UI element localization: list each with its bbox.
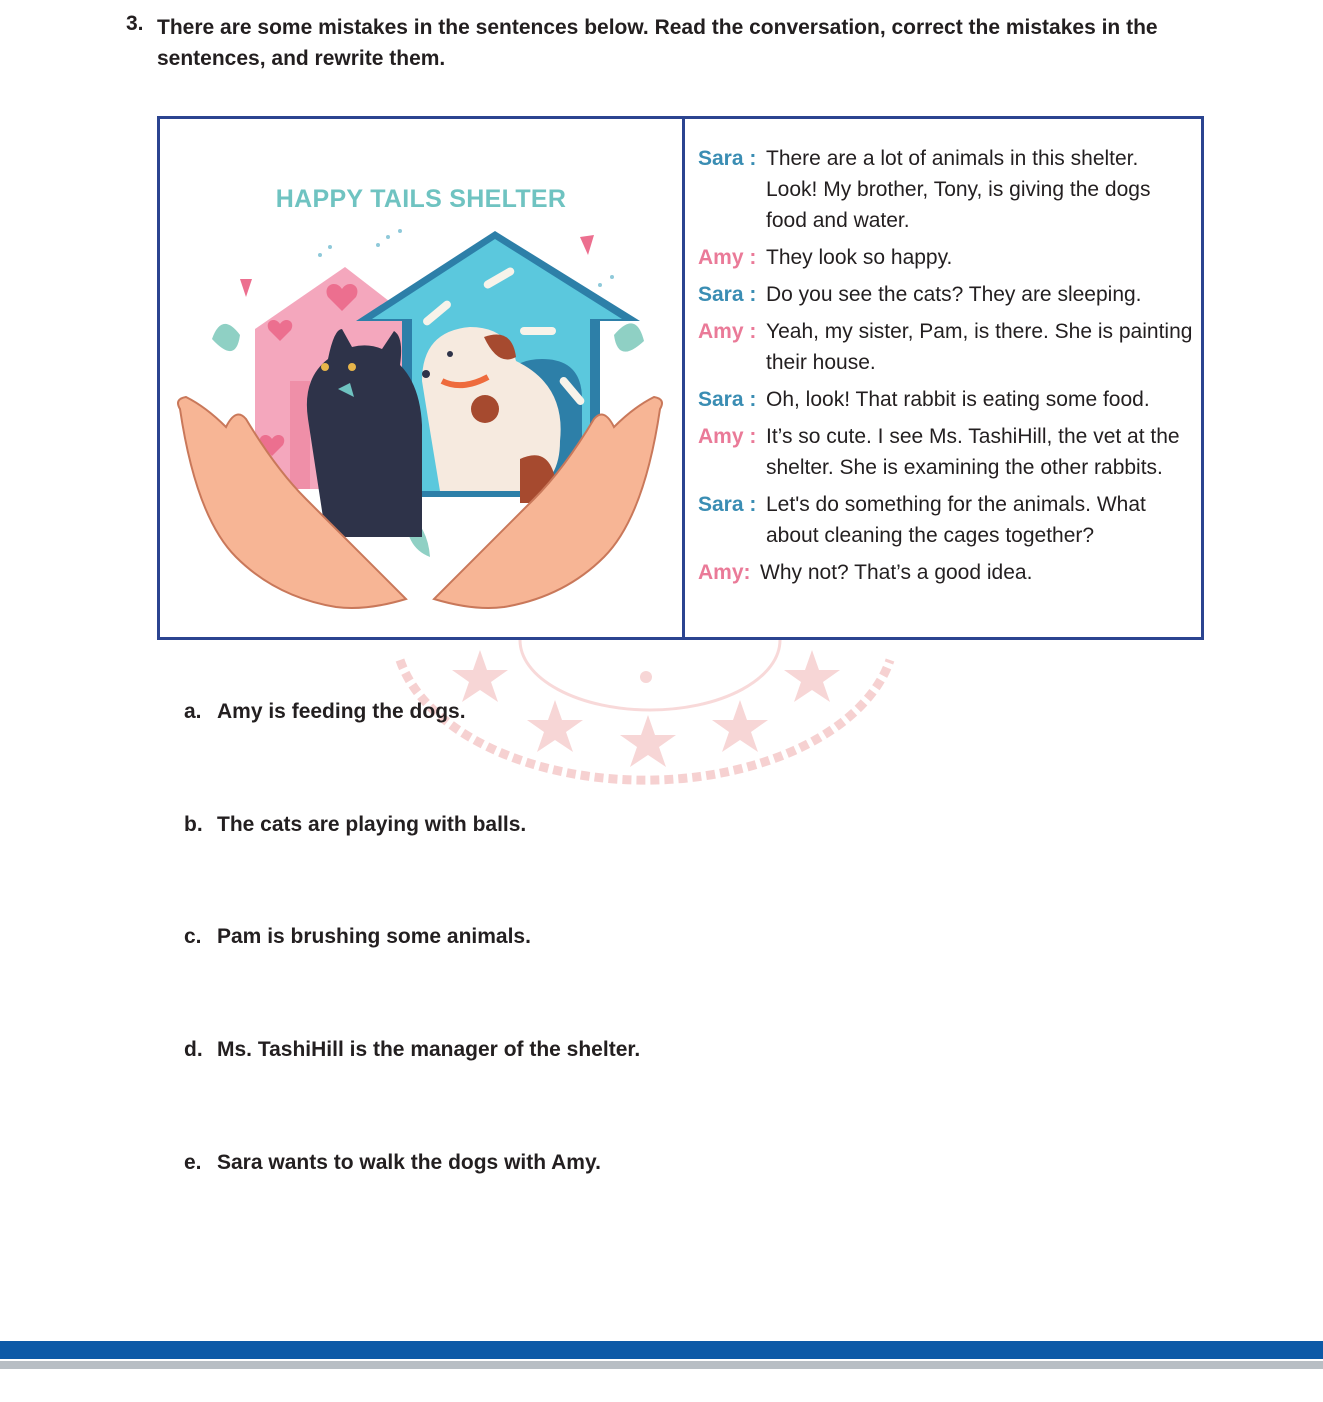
story-box — [157, 116, 1204, 640]
shelter-hands-cat-dog-illustration-icon — [160, 119, 682, 637]
dialog-line: Oh, look! That rabbit is eating some food. — [766, 388, 1150, 411]
sentence-text: Pam is brushing some animals. — [217, 925, 531, 948]
dialog-line: It’s so cute. I see Ms. TashiHill, the vet at the shelter. She is examining the other rabbits. — [766, 425, 1180, 479]
speaker-amy: Amy: — [698, 561, 751, 584]
sentence-label: e. — [184, 1151, 202, 1174]
dialog-turn — [698, 279, 1193, 310]
dialog-turn — [698, 489, 1193, 551]
speaker-sara: Sara : — [698, 493, 757, 516]
question-instruction: There are some mistakes in the sentences below. Read the conversation, correct the mistakes in the sentences, and rewrite them. — [157, 16, 1158, 70]
speaker-sara: Sara : — [698, 147, 757, 170]
dialog-line: Let's do something for the animals. What about cleaning the cages together? — [766, 493, 1146, 547]
sentence-item — [184, 700, 466, 724]
footer-bar-gray — [0, 1361, 1323, 1369]
speaker-amy: Amy : — [698, 320, 757, 343]
sentence-item — [184, 1151, 601, 1175]
sentence-label: d. — [184, 1038, 203, 1061]
dialog-line: Yeah, my sister, Pam, is there. She is painting their house. — [766, 320, 1193, 374]
speaker-amy: Amy : — [698, 425, 757, 448]
sentence-label: c. — [184, 925, 202, 948]
sentence-label: b. — [184, 813, 203, 836]
speaker-sara: Sara : — [698, 283, 757, 306]
shelter-illustration — [160, 119, 682, 637]
speaker-amy: Amy : — [698, 246, 757, 269]
sentence-label: a. — [184, 700, 202, 723]
sentence-text: Amy is feeding the dogs. — [217, 700, 466, 723]
footer-bar-blue — [0, 1341, 1323, 1359]
sentence-text: Sara wants to walk the dogs with Amy. — [217, 1151, 601, 1174]
dialog-line: Why not? That’s a good idea. — [760, 561, 1033, 584]
dialog-line: They look so happy. — [766, 246, 953, 269]
dialog-line: Do you see the cats? They are sleeping. — [766, 283, 1142, 306]
sentence-item — [184, 1038, 640, 1062]
dialog-turn — [698, 143, 1193, 236]
dialog-turn — [698, 557, 1193, 588]
sentence-text: The cats are playing with balls. — [217, 813, 527, 836]
sentence-item — [184, 925, 531, 949]
dialog-turn — [698, 421, 1193, 483]
speaker-sara: Sara : — [698, 388, 757, 411]
shelter-title: HAPPY TAILS SHELTER — [275, 185, 567, 213]
dialog-turn — [698, 384, 1193, 415]
column-divider — [682, 119, 685, 637]
dialog-turn — [698, 316, 1193, 378]
question-number: 3. — [126, 12, 144, 35]
dialog-turn — [698, 242, 1193, 273]
conversation — [698, 143, 1193, 594]
sentence-item — [184, 813, 526, 837]
sentence-text: Ms. TashiHill is the manager of the shelter. — [217, 1038, 641, 1061]
dialog-line: There are a lot of animals in this shelter. Look! My brother, Tony, is giving the dogs food and water. — [766, 147, 1151, 232]
